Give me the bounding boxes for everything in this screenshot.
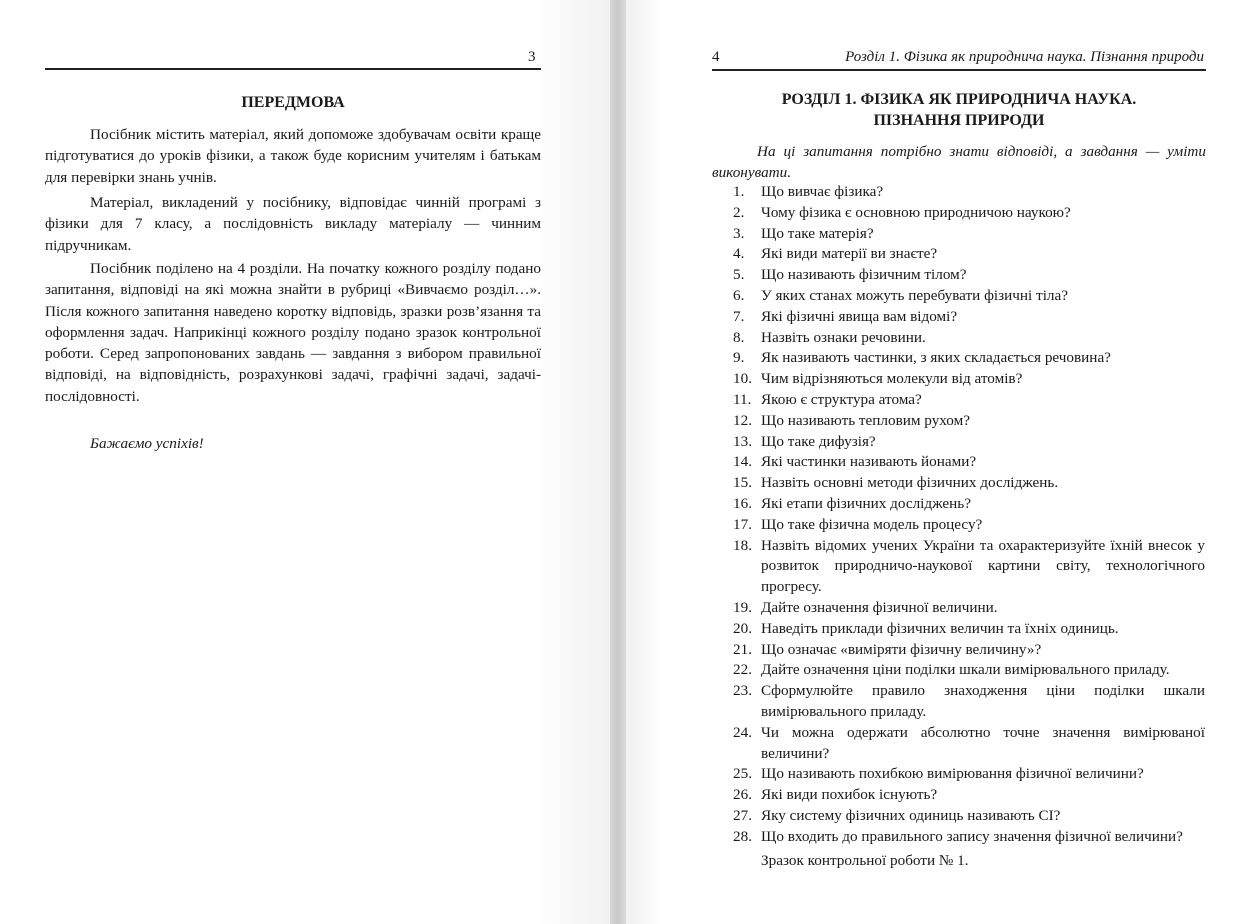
question-text: Дайте означення фізичної величини. — [761, 598, 998, 616]
question-number: 11. — [733, 390, 752, 408]
question-number: 13. — [733, 432, 752, 450]
question-item — [733, 806, 1205, 827]
question-item — [733, 598, 1205, 619]
chapter-title — [712, 89, 1206, 131]
question-text: Які частинки називають йонами? — [761, 453, 977, 471]
question-item — [733, 203, 1205, 224]
question-item — [733, 723, 1205, 765]
question-text: Що входить до правильного запису значення фізичної величини? — [761, 827, 1183, 845]
question-text: Що називають тепловим рухом? — [761, 411, 970, 429]
question-number: 12. — [733, 411, 752, 429]
header-rule-left — [45, 68, 541, 70]
question-text: Які види похибок існують? — [761, 786, 938, 804]
question-item — [733, 660, 1205, 681]
book-gutter — [610, 0, 626, 924]
question-item — [733, 452, 1205, 473]
question-number: 21. — [733, 640, 752, 658]
question-item — [733, 328, 1205, 349]
question-item — [733, 536, 1205, 598]
question-item — [733, 494, 1205, 515]
question-text: Як називають частинки, з яких складається речовина? — [761, 349, 1111, 367]
preface-paragraph-2: Матеріал, викладений у посібнику, відповідає чинній програмі з фізики для 7 класу, а послідовність викладу матеріалу — чинним підручникам. — [45, 194, 541, 254]
chapter-intro: На ці запитання потрібно знати відповіді, а завдання — уміти виконувати. — [712, 143, 1206, 181]
question-text: Чому фізика є основною природничою наукою? — [761, 203, 1071, 221]
header-rule-right — [712, 69, 1206, 71]
question-list — [733, 182, 1205, 848]
question-text: Які фізичні явища вам відомі? — [761, 307, 958, 325]
question-number: 5. — [733, 266, 745, 284]
question-text: Назвіть основні методи фізичних досліджень. — [761, 474, 1059, 492]
question-text: Яку систему фізичних одиниць називають СІ? — [761, 806, 1061, 824]
question-item — [733, 640, 1205, 661]
question-text: Що називають похибкою вимірювання фізичної величини? — [761, 765, 1144, 783]
question-item — [733, 764, 1205, 785]
question-text: Чи можна одержати абсолютно точне значення вимірюваної величини? — [761, 723, 1205, 762]
question-number: 24. — [733, 723, 752, 741]
question-number: 14. — [733, 453, 752, 471]
question-number: 16. — [733, 494, 752, 512]
question-number: 8. — [733, 328, 745, 346]
question-number: 15. — [733, 474, 752, 492]
question-item — [733, 411, 1205, 432]
question-item — [733, 307, 1205, 328]
question-text: Що таке матерія? — [761, 224, 874, 242]
preface-closing: Бажаємо успіхів! — [90, 435, 204, 452]
question-number: 6. — [733, 286, 745, 304]
question-text: Назвіть ознаки речовини. — [761, 328, 926, 346]
question-text: Що таке дифузія? — [761, 432, 876, 450]
question-item — [733, 827, 1205, 848]
question-number: 1. — [733, 183, 745, 200]
question-text: Що таке фізична модель процесу? — [761, 515, 983, 533]
question-text: Якою є структура атома? — [761, 390, 922, 408]
question-item — [733, 265, 1205, 286]
question-item — [733, 785, 1205, 806]
question-item — [733, 681, 1205, 723]
question-number: 10. — [733, 370, 752, 388]
question-text: Назвіть відомих учених України та охарактеризуйте їхній внесок у розвиток природничо-наукової картини світу, технологічного прогресу. — [761, 536, 1205, 596]
question-text: Наведіть приклади фізичних величин та їхніх одиниць. — [761, 619, 1119, 637]
test-sample-line: Зразок контрольної роботи № 1. — [761, 852, 969, 869]
preface-paragraph-1: Посібник містить матеріал, який допоможе здобувачам освіти краще підготуватися до уроків фізики, а також буде корисним учителям і батькам для перевірки знань учнів. — [45, 126, 541, 186]
question-text: Сформулюйте правило знаходження ціни поділки шкали вимірювального приладу. — [761, 682, 1205, 720]
question-number: 26. — [733, 786, 752, 804]
question-item — [733, 369, 1205, 390]
preface-paragraph-3: Посібник поділено на 4 розділи. На початку кожного розділу подано запитання, відповіді на які можна знайти в рубриці «Вивчаємо розділ…». Після кожного запитання наведено коротку відповідь, зразки розв’язання та оформлення задач. Наприкінці кожного розділу подано зразок контрольної роботи. Серед запропонованих завдань — завдання з вибором правильної відповіді, на відповідність, розрахункові задачі, графічні задачі, задачі-послідовності. — [45, 260, 541, 405]
question-text: Що називають фізичним тілом? — [761, 266, 967, 284]
question-item — [733, 348, 1205, 369]
question-number: 3. — [733, 224, 745, 242]
question-number: 25. — [733, 765, 752, 783]
page-number-left: 3 — [528, 49, 536, 65]
question-item — [733, 432, 1205, 453]
page-number-right: 4 — [712, 49, 720, 65]
question-text: Що вивчає фізика? — [761, 183, 884, 200]
question-text: Дайте означення ціни поділки шкали вимірювального приладу. — [761, 661, 1170, 679]
question-item — [733, 286, 1205, 307]
question-item — [733, 244, 1205, 265]
chapter-title-line-1: РОЗДІЛ 1. ФІЗИКА ЯК ПРИРОДНИЧА НАУКА. — [781, 91, 1137, 108]
question-number: 19. — [733, 598, 752, 616]
question-item — [733, 390, 1205, 411]
question-number: 7. — [733, 307, 745, 325]
question-number: 27. — [733, 806, 752, 824]
question-item — [733, 224, 1205, 245]
question-text: Які етапи фізичних досліджень? — [761, 494, 971, 512]
question-item — [733, 182, 1205, 203]
question-number: 28. — [733, 827, 752, 845]
question-number: 23. — [733, 682, 752, 700]
question-number: 20. — [733, 619, 752, 637]
question-number: 17. — [733, 515, 752, 533]
chapter-title-line-2: ПІЗНАННЯ ПРИРОДИ — [873, 112, 1045, 129]
question-number: 2. — [733, 203, 745, 221]
question-number: 4. — [733, 245, 745, 263]
question-text: Чим відрізняються молекули від атомів? — [761, 370, 1023, 388]
running-head: Розділ 1. Фізика як природнича наука. Пізнання природи — [845, 49, 1204, 65]
question-text: Що означає «виміряти фізичну величину»? — [761, 640, 1042, 658]
question-number: 18. — [733, 536, 752, 554]
question-item — [733, 473, 1205, 494]
question-text: Які види матерії ви знаєте? — [761, 245, 938, 263]
question-item — [733, 515, 1205, 536]
question-number: 22. — [733, 661, 752, 679]
preface-title: ПЕРЕДМОВА — [241, 94, 345, 111]
question-item — [733, 619, 1205, 640]
question-text: У яких станах можуть перебувати фізичні тіла? — [761, 286, 1068, 304]
question-number: 9. — [733, 349, 745, 367]
